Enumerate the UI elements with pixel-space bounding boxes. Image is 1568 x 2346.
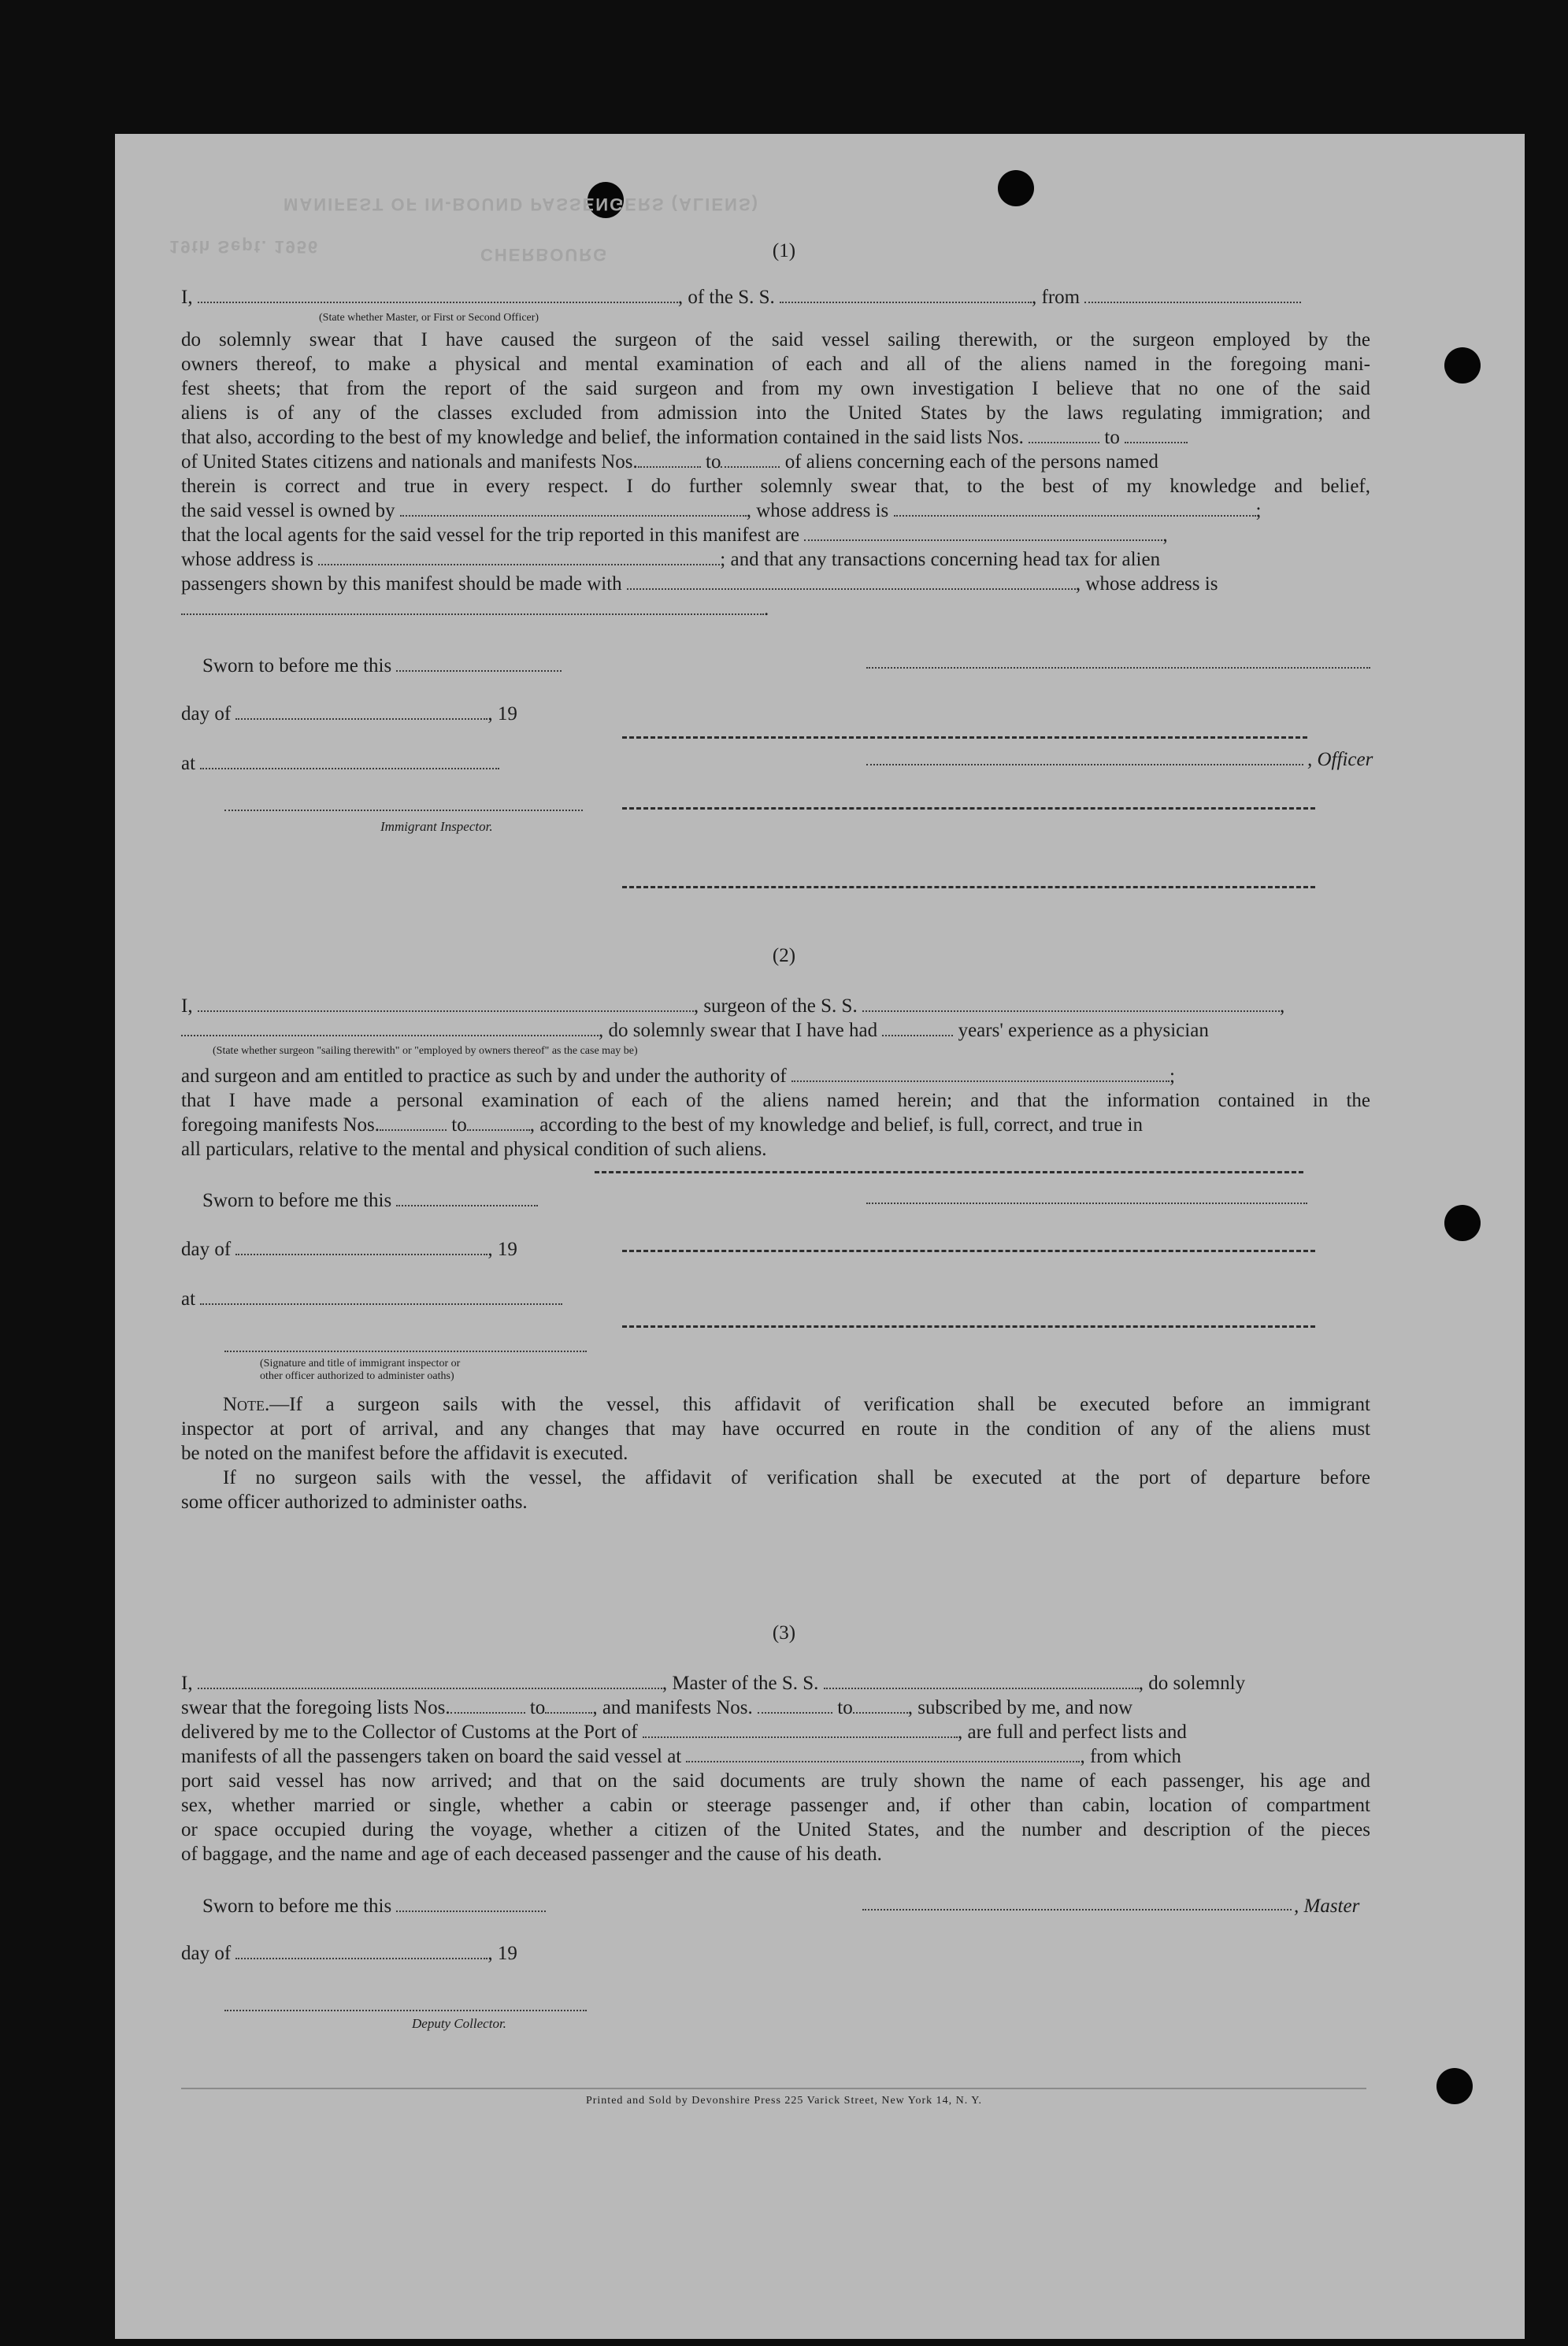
label-i: I, — [181, 287, 193, 308]
section-2-signature-line-2 — [224, 1351, 587, 1352]
section-1-day-of: day of , 19 — [181, 703, 517, 725]
section-2-day-of: day of , 19 — [181, 1239, 517, 1260]
section-1-at: at — [181, 751, 1370, 776]
punch-hole-right-1 — [1444, 347, 1481, 384]
section-2-note-5: some officer authorized to administer oaths. — [181, 1492, 528, 1513]
section-3-line-3: delivered by me to the Collector of Customs at the Port of , are full and perfect lists and — [181, 1722, 1187, 1743]
section-2-sig-note-1: (Signature and title of immigrant inspector or — [260, 1358, 461, 1369]
section-1-dash-1 — [622, 736, 1307, 739]
punch-hole-right-2 — [1444, 1205, 1481, 1241]
section-1-text-10: whose address is ; and that any transactions concerning head tax for alien — [181, 549, 1161, 570]
section-2-text-2: that I have made a personal examination of each of the aliens named herein; and that the information contained in the — [181, 1090, 1370, 1111]
punch-hole-top-right — [998, 170, 1034, 206]
section-3-master: , Master — [1294, 1896, 1360, 1917]
section-2-note-1: Note.—If a surgeon sails with the vessel, this affidavit of verification shall be executed before an immigrant — [223, 1394, 1370, 1415]
section-1-text-3: fest sheets; that from the report of the said surgeon and from my own investigation I believe that no one of the said — [181, 378, 1370, 399]
section-1-text-8: the said vessel is owned by , whose address is ; — [181, 500, 1262, 521]
section-1-text-9: that the local agents for the said vessel for the trip reported in this manifest are , — [181, 524, 1168, 546]
section-1-officer: , Officer — [1307, 749, 1373, 770]
section-2-note-2: inspector at port of arrival, and any changes that may have occurred en route in the condition of any of the aliens must — [181, 1418, 1370, 1440]
section-2-dash-3 — [622, 1325, 1315, 1328]
section-2-number: (2) — [772, 945, 796, 966]
section-1-inspector-line — [224, 810, 583, 811]
section-1-line-1 — [181, 285, 1370, 309]
section-3-line-2: swear that the foregoing lists Nos. to , and manifests Nos. to , subscribed by me, and now — [181, 1697, 1133, 1718]
section-3-number: (3) — [772, 1622, 796, 1644]
section-2-signature-line — [866, 1203, 1307, 1204]
section-2-at: at — [181, 1287, 1370, 1311]
section-2-sig-note-2: other officer authorized to administer oaths) — [260, 1370, 454, 1382]
section-2-note-4: If no surgeon sails with the vessel, the affidavit of verification shall be executed at the port of departure before — [223, 1467, 1370, 1488]
section-1-text-5: that also, according to the best of my knowledge and belief, the information contained in the said lists Nos. to — [181, 425, 1370, 450]
section-1-text-4: aliens is of any of the classes excluded from admission into the United States by the laws regulating immigration; and — [181, 402, 1370, 424]
section-2-line-2: , do solemnly swear that I have had years' experience as a physician — [181, 1018, 1370, 1043]
note-officer: (State whether Master, or First or Second Officer) — [319, 312, 539, 324]
section-1-text-11: passengers shown by this manifest should be made with , whose address is — [181, 573, 1218, 595]
section-3-text-2: sex, whether married or single, whether a cabin or steerage passenger and, if other than cabin, location of compartment — [181, 1795, 1370, 1816]
section-1-text-7: therein is correct and true in every respect. I do further solemnly swear that, to the best of my knowledge and belief, — [181, 476, 1370, 497]
label-from: , from — [1032, 287, 1081, 308]
section-1-dash-3 — [622, 886, 1315, 888]
section-1-signature-line — [866, 667, 1370, 669]
section-3-sworn: Sworn to before me this — [202, 1894, 1392, 1918]
section-2-note-3: be noted on the manifest before the affidavit is executed. — [181, 1443, 628, 1464]
label-to: to — [706, 451, 721, 473]
footer-rule — [181, 2088, 1366, 2089]
section-3-text-1: port said vessel has now arrived; and that on the said documents are truly shown the name of each passenger, his age and — [181, 1770, 1370, 1792]
section-2-text-1: and surgeon and am entitled to practice as such by and under the authority of ; — [181, 1066, 1175, 1087]
label-of-ss: , of the S. S. — [677, 287, 775, 308]
section-1-dash-2 — [622, 807, 1315, 810]
section-2-line-1: I, , surgeon of the S. S. , — [181, 995, 1285, 1017]
section-2-text-4: all particulars, relative to the mental and physical condition of such aliens. — [181, 1139, 767, 1160]
section-1-officer-line — [866, 764, 1303, 765]
section-2-sworn: Sworn to before me this — [202, 1188, 1392, 1213]
section-3-master-line — [862, 1909, 1292, 1911]
section-1-text-1: do solemnly swear that I have caused the surgeon of the said vessel sailing therewith, or the surgeon employed by the — [181, 329, 1370, 350]
section-3-day-of: day of , 19 — [181, 1943, 517, 1964]
section-1-text-6: of United States citizens and nationals and manifests Nos. to of aliens concerning each of the persons named — [181, 451, 1158, 473]
bleed-through-date: 19th Sept. 1956 — [169, 237, 320, 257]
section-1-text-12: . — [181, 597, 1370, 621]
section-2-text-3: foregoing manifests Nos. to , according to the best of my knowledge and belief, is full, correct, and true in — [181, 1114, 1143, 1136]
printer-footer: Printed and Sold by Devonshire Press 225 Varick Street, New York 14, N. Y. — [585, 2095, 983, 2107]
section-2-dash-1 — [595, 1171, 1303, 1173]
section-3-text-3: or space occupied during the voyage, whether a citizen of the United States, and the number and description of the pieces — [181, 1819, 1370, 1840]
section-2-dash-2 — [622, 1250, 1315, 1252]
section-3-collector-line — [224, 2010, 587, 2011]
note-surgeon: (State whether surgeon "sailing therewith" or "employed by owners thereof" as the case may be) — [213, 1045, 638, 1057]
label-to: to — [1104, 427, 1120, 448]
section-1-sworn: Sworn to before me this — [202, 654, 1392, 678]
bleed-through-title: MANIFEST OF IN-BOUND PASSENGERS (ALIENS) — [284, 195, 759, 214]
section-3-text-4: of baggage, and the name and age of each deceased passenger and the cause of his death. — [181, 1844, 882, 1865]
section-1-text-2: owners thereof, to make a physical and mental examination of each and all of the aliens named in the foregoing mani- — [181, 354, 1370, 375]
section-1-inspector-label: Immigrant Inspector. — [380, 819, 493, 834]
bleed-through-port: CHERBOURG — [480, 245, 609, 265]
section-3-collector-label: Deputy Collector. — [412, 2016, 506, 2031]
section-3-line-4: manifests of all the passengers taken on board the said vessel at , from which — [181, 1746, 1181, 1767]
section-1-number: (1) — [772, 240, 796, 261]
section-3-line-1: I, , Master of the S. S. , do solemnly — [181, 1673, 1246, 1694]
